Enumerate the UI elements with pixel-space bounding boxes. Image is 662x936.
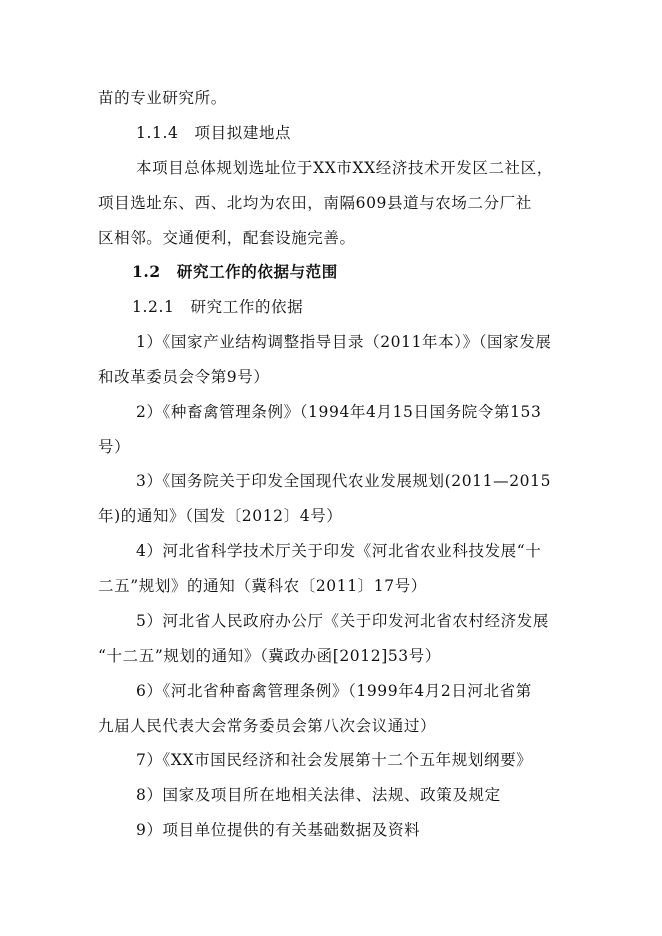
list-item-continuation: 二五”规划》的通知（冀科农〔2011〕17号） [98,577,427,595]
section-heading: 1.2 研究工作的依据与范围 [132,262,338,281]
text-line: 项目选址东、西、北均为农田，南隔609县道与农场二分厂社 [98,194,532,212]
list-item-continuation: 号） [98,438,131,456]
list-item: 5）河北省人民政府办公厅《关于印发河北省农村经济发展 [136,612,549,630]
list-item: 2）《种畜禽管理条例》（1994年4月15日国务院令第153 [136,403,542,421]
list-item: 8）国家及项目所在地相关法律、法规、政策及规定 [136,786,501,804]
text-line: 本项目总体规划选址位于XX市XX经济技术开发区二社区， [136,159,553,177]
list-item: 3）《国务院关于印发全国现代农业发展规划(2011—2015 [136,472,552,490]
list-item-continuation: 九届人民代表大会常务委员会第八次会议通过） [98,717,437,735]
subsection-heading: 1.1.4 项目拟建地点 [136,124,292,142]
list-item-continuation: 年)的通知》（国发〔2012〕4号） [98,507,343,525]
list-item: 6）《河北省种畜禽管理条例》（1999年4月2日河北省第 [136,682,532,700]
list-item-continuation: “十二五”规划的通知》（冀政办函[2012]53号） [98,647,441,665]
list-item: 9）项目单位提供的有关基础数据及资料 [136,821,421,839]
subsection-heading: 1.2.1 研究工作的依据 [132,298,304,316]
list-item: 4）河北省科学技术厅关于印发《河北省农业科技发展“十 [136,542,542,560]
text-line: 苗的专业研究所。 [98,89,227,107]
list-item-continuation: 和改革委员会令第9号） [98,368,270,386]
list-item: 1）《国家产业结构调整指导目录（2011年本）》（国家发展 [136,333,552,351]
list-item: 7）《XX市国民经济和社会发展第十二个五年规划纲要》 [136,751,533,769]
text-line: 区相邻。交通便利，配套设施完善。 [98,229,356,247]
